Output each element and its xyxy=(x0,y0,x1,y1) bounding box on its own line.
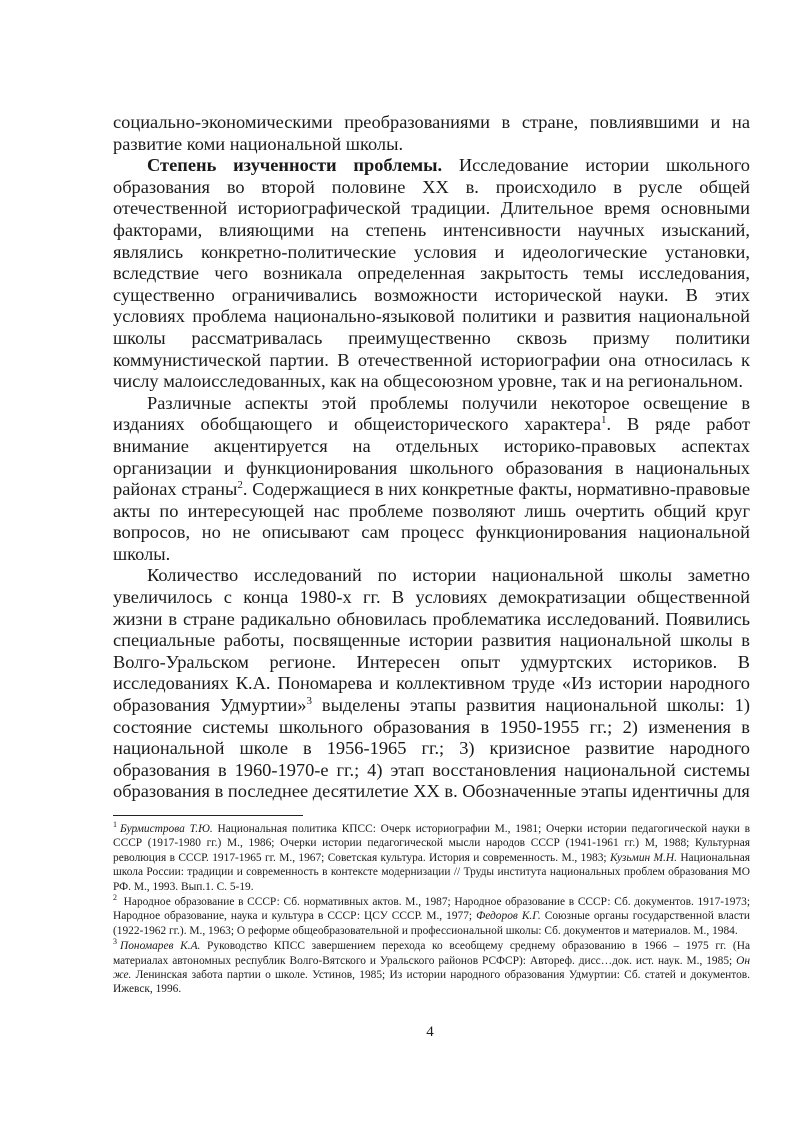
paragraph-continuation: социально-экономическими преобразованиями в стране, повлиявшими и на развитие коми национальной школы. xyxy=(113,112,750,154)
footnote-ref: 2 xyxy=(237,478,243,491)
footnote-3: $^3$ Пономарев К.А. Руководство КПСС завершением перехода ко всеобщему среднему образованию в 1966 – 1975 гг. (На материалах автономных республик Волго-Вятского и Уральского районов РСФСР): Автореф. дисс…док. ист. наук. М., 1985; Он же. Ленинская забота партии о школе. Устинов, 1985; Из истории народного образования Удмуртии: Сб. статей и документов. Ижевск, 1996. xyxy=(113,937,750,996)
page-number: 4 xyxy=(426,1024,434,1040)
paragraph-degree-of-study: Степень изученности проблемы. Исследование истории школьного образования во второй половине XX в. происходило в русле общей отечественной историографической традиции. Длительное время основными факторами, влияющими на степень интенсивности научных изысканий, являлись конкретно-политические условия и идеологические установки, вследствие чего возникала определенная закрытость темы исследования, существенно ограничивались возможности исторической науки. В этих условиях проблема национально-языковой политики и развития национальной школы рассматривалась преимущественно сквозь призму политики коммунистической партии. В отечественной историографии она относилась к числу малоисследованных, как на общесоюзном уровне, так и на региональном. xyxy=(113,155,750,392)
footnote-ref: 1 xyxy=(601,414,607,427)
footnote-separator xyxy=(113,815,303,816)
main-text xyxy=(113,112,750,803)
section-heading: Степень изученности проблемы. xyxy=(147,155,443,176)
footnotes xyxy=(113,822,750,998)
footnote-ref: 3 xyxy=(306,694,312,707)
paragraph-aspects: Различные аспекты этой проблемы получили некоторое освещение в изданиях обобщающего и общеисторического характера$^1$. В ряде работ внимание акцентируется на отдельных историко-правовых аспектах организации и функционирования школьного образования в национальных районах страны$^2$. Содержащиеся в них конкретные факты, нормативно-правовые акты по интересующей нас проблеме позволяют лишь очертить общий круг вопросов, но не описывают сам процесс функционирования национальной школы. xyxy=(113,392,750,564)
footnote-1: $^1$ Бурмистрова Т.Ю. Национальная политика КПСС: Очерк историографии М., 1981; Очерки истории педагогической науки в СССР (1917-1980 гг.) М., 1986; Очерки истории педагогической мысли народов СССР (1941-1961 гг.) М, 1988; Культурная революция в СССР. 1917-1965 гг. М., 1967; Советская культура. История и современность. М., 1983; Кузьмин М.Н. Национальная школа России: традиции и современность в контексте модернизации // Труды института национальных проблем образования МО РФ. М., 1993. Вып.1. С. 5-19. xyxy=(113,820,751,893)
paragraph-research-count: Количество исследований по истории национальной школы заметно увеличилось с конца 1980-х гг. В условиях демократизации общественной жизни в стране радикально обновилась проблематика исследований. Появились специальные работы, посвященные истории развития национальной школы в Волго-Уральском регионе. Интересен опыт удмуртских историков. В исследованиях К.А. Пономарева и коллективном труде «Из истории народного образования Удмуртии»$^3$ выделены этапы развития национальной школы: 1) состояние системы школьного образования в 1950-1955 гг.; 2) изменения в национальной школе в 1956-1965 гг.; 3) кризисное развитие народного образования в 1960-1970-е гг.; 4) этап восстановления национальной системы образования в последнее десятилетие XX в. Обозначенные этапы идентичны для xyxy=(113,565,751,802)
footnote-2: $^2$ Народное образование в СССР: Сб. нормативных актов. М., 1987; Народное образование в СССР: Сб. документов. 1917-1973; Народное образование, наука и культура в СССР: ЦСУ СССР. М., 1977; Федоров К.Г. Союзные органы государственной власти (1922-1962 гг.). М., 1963; О реформе общеобразовательной и профессиональной школы: Сб. документов и материалов. М., 1984. xyxy=(113,893,750,937)
